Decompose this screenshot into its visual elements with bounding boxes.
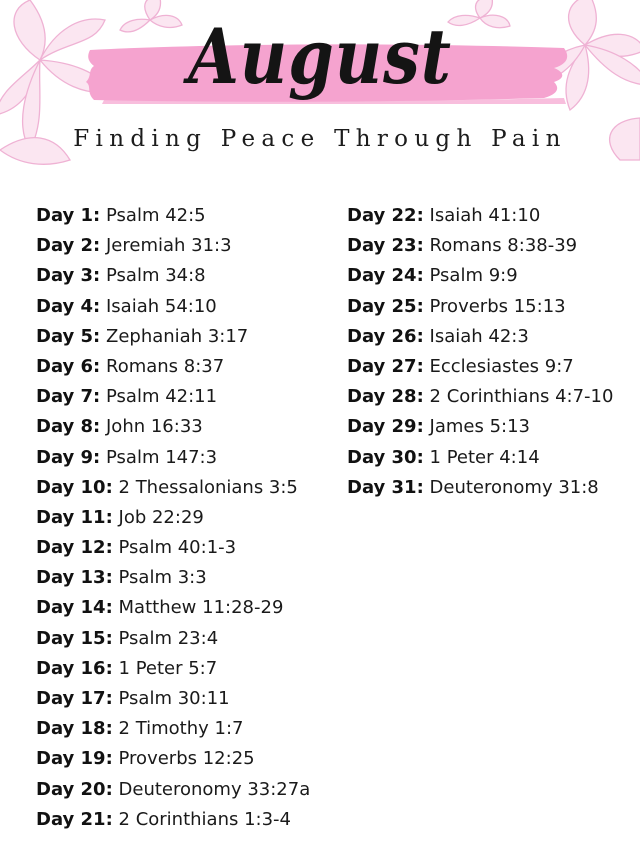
day-label: Day 18: (36, 718, 113, 740)
day-label: Day 5: (36, 325, 101, 347)
day-label: Day 31: (347, 476, 424, 498)
scripture-reference: 1 Peter 4:14 (429, 446, 540, 468)
reading-item (36, 261, 310, 291)
scripture-reference: Isaiah 41:10 (429, 205, 541, 226)
day-label: Day 10: (36, 476, 113, 498)
scripture-reference: Romans 8:37 (106, 355, 225, 377)
scripture-reference: Psalm 9:9 (429, 265, 518, 287)
day-label: Day 23: (347, 235, 424, 257)
reading-item (36, 684, 310, 714)
scripture-reference: 2 Timothy 1:7 (118, 718, 244, 740)
day-label: Day 15: (36, 627, 113, 649)
scripture-reference: Psalm 30:11 (118, 688, 230, 709)
day-label: Day 13: (36, 567, 113, 589)
readings-column-left (36, 201, 310, 835)
scripture-reference: Proverbs 15:13 (429, 295, 566, 317)
reading-item (36, 654, 310, 684)
scripture-reference: Deuteronomy 33:27a (118, 778, 311, 800)
day-label: Day 21: (36, 808, 113, 830)
day-label: Day 19: (36, 748, 113, 770)
day-label: Day 22: (347, 205, 424, 226)
day-label: Day 25: (347, 295, 424, 317)
scripture-reference: 2 Thessalonians 3:5 (118, 476, 298, 498)
reading-item (36, 473, 310, 503)
reading-item (36, 503, 310, 533)
scripture-reference: Zephaniah 3:17 (106, 325, 249, 347)
reading-item (347, 382, 613, 412)
reading-item (347, 231, 613, 261)
reading-item (36, 593, 310, 623)
scripture-reference: Ecclesiastes 9:7 (429, 355, 574, 377)
day-label: Day 26: (347, 325, 424, 347)
scripture-reference: Deuteronomy 31:8 (429, 476, 599, 498)
scripture-reference: 1 Peter 5:7 (118, 657, 218, 679)
day-label: Day 14: (36, 597, 113, 619)
day-label: Day 9: (36, 446, 101, 468)
day-label: Day 3: (36, 265, 101, 287)
reading-item (36, 382, 310, 412)
day-label: Day 28: (347, 386, 424, 408)
day-label: Day 2: (36, 235, 101, 257)
reading-item (347, 473, 613, 503)
reading-item (36, 412, 310, 442)
scripture-reference: Psalm 147:3 (106, 446, 218, 468)
day-label: Day 12: (36, 537, 113, 559)
scripture-reference: Proverbs 12:25 (118, 748, 255, 770)
day-label: Day 1: (36, 205, 101, 226)
page-title: August (188, 12, 452, 101)
page-subtitle: Finding Peace Through Pain (73, 126, 567, 152)
reading-item (36, 775, 310, 805)
day-label: Day 27: (347, 355, 424, 377)
scripture-reference: 2 Corinthians 4:7-10 (429, 386, 614, 408)
day-label: Day 16: (36, 657, 113, 679)
scripture-reference: Matthew 11:28-29 (118, 597, 284, 619)
scripture-reference: Psalm 3:3 (118, 567, 207, 589)
reading-item (347, 261, 613, 291)
scripture-reference: Jeremiah 31:3 (106, 235, 232, 257)
scripture-reference: Romans 8:38-39 (429, 235, 578, 257)
day-label: Day 20: (36, 778, 113, 800)
day-label: Day 17: (36, 688, 113, 709)
day-label: Day 6: (36, 355, 101, 377)
reading-item (347, 352, 613, 382)
reading-item (36, 352, 310, 382)
scripture-reference: Psalm 42:5 (106, 205, 206, 226)
scripture-reference: Job 22:29 (118, 506, 204, 528)
reading-item (347, 322, 613, 352)
scripture-reference: Psalm 23:4 (118, 627, 219, 649)
day-label: Day 8: (36, 416, 101, 438)
day-label: Day 4: (36, 295, 101, 317)
day-label: Day 30: (347, 446, 424, 468)
readings-column-right (347, 201, 613, 503)
reading-item (36, 563, 310, 593)
day-label: Day 24: (347, 265, 424, 287)
reading-item (36, 201, 310, 231)
day-label: Day 11: (36, 506, 113, 528)
reading-item (347, 292, 613, 322)
scripture-reference: James 5:13 (429, 416, 530, 438)
scripture-reference: Psalm 34:8 (106, 265, 206, 287)
reading-item (36, 533, 310, 563)
scripture-reference: Psalm 40:1-3 (118, 537, 237, 559)
reading-item (36, 322, 310, 352)
scripture-reference: Psalm 42:11 (106, 386, 218, 408)
scripture-reference: John 16:33 (106, 416, 203, 438)
reading-item (36, 624, 310, 654)
reading-item (36, 231, 310, 261)
day-label: Day 7: (36, 386, 101, 408)
reading-item (347, 201, 613, 231)
scripture-reference: Isaiah 54:10 (106, 295, 217, 317)
reading-item (36, 714, 310, 744)
reading-item (347, 412, 613, 442)
reading-item (347, 443, 613, 473)
reading-item (36, 744, 310, 774)
scripture-reference: Isaiah 42:3 (429, 325, 529, 347)
reading-item (36, 292, 310, 322)
reading-item (36, 443, 310, 473)
reading-item (36, 805, 310, 835)
scripture-reference: 2 Corinthians 1:3-4 (118, 808, 292, 830)
day-label: Day 29: (347, 416, 424, 438)
